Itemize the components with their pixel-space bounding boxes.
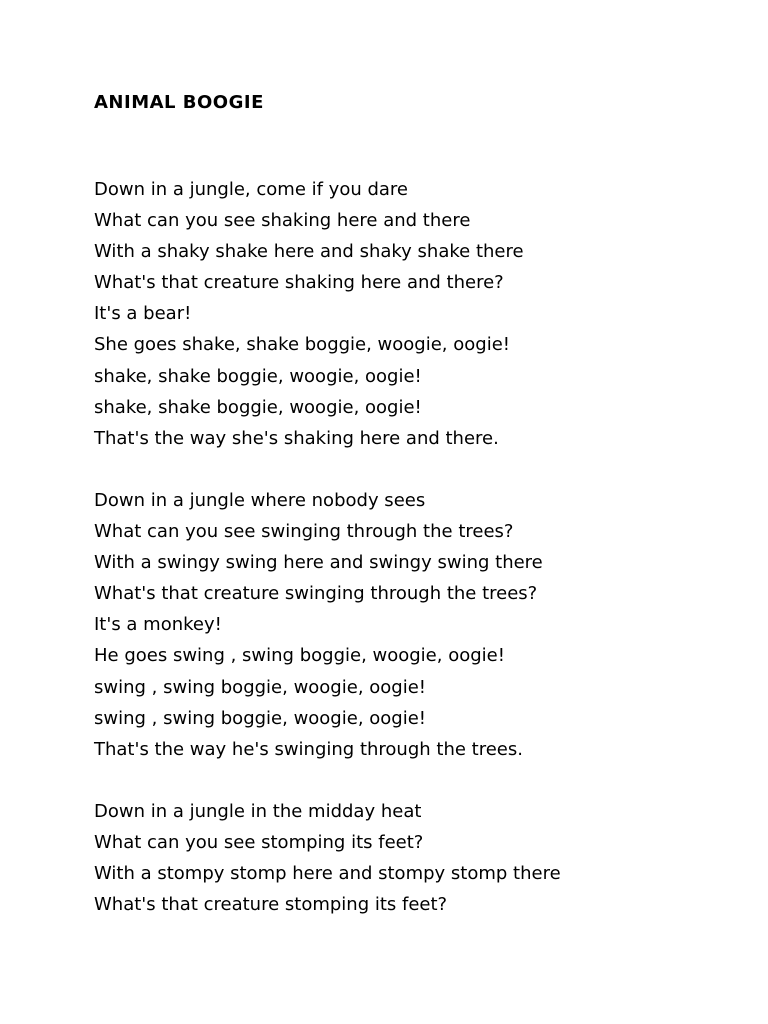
stanza-3 (94, 796, 561, 920)
lyric-line: Down in a jungle where nobody sees (94, 490, 426, 511)
lyric-line: With a shaky shake here and shaky shake there (94, 241, 524, 263)
lyric-line: What's that creature swinging through the trees? (94, 583, 538, 605)
lyric-line: Down in a jungle, come if you dare (94, 179, 408, 200)
lyric-line: It's a monkey! (94, 614, 222, 636)
lyric-line: shake, shake boggie, woogie, oogie! (94, 365, 422, 387)
stanza-2 (94, 485, 543, 765)
lyric-line: With a stompy stomp here and stompy stomp there (94, 863, 561, 885)
lyric-line: What's that creature stomping its feet? (94, 894, 448, 916)
lyric-line: What's that creature shaking here and there? (94, 272, 504, 294)
lyric-line: With a swingy swing here and swingy swing there (94, 552, 543, 574)
lyric-line: swing , swing boggie, woogie, oogie! (94, 707, 426, 729)
lyric-line: What can you see shaking here and there (94, 210, 471, 232)
lyric-line: swing , swing boggie, woogie, oogie! (94, 676, 426, 698)
lyric-line: It's a bear! (94, 303, 192, 325)
lyric-line: shake, shake boggie, woogie, oogie! (94, 396, 422, 418)
lyric-line: That's the way he's swinging through the trees. (94, 738, 523, 760)
lyric-line: She goes shake, shake boggie, woogie, oogie! (94, 334, 510, 356)
stanza-1 (94, 174, 524, 454)
page-title: ANIMAL BOOGIE (94, 92, 264, 113)
lyric-line: Down in a jungle in the midday heat (94, 801, 422, 822)
lyric-line: That's the way she's shaking here and there. (94, 427, 499, 449)
lyric-line: What can you see swinging through the trees? (94, 521, 514, 543)
lyric-line: What can you see stomping its feet? (94, 832, 424, 854)
lyric-line: He goes swing , swing boggie, woogie, oogie! (94, 645, 505, 667)
